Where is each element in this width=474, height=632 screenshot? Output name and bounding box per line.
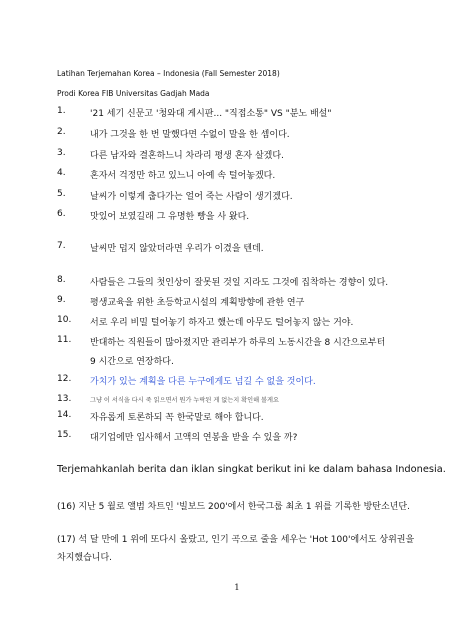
- page-number: 1: [234, 583, 240, 593]
- instruction-text: Terjemahkanlah berita dan iklan singkat berikut ini ke dalam bahasa Indonesia.: [57, 464, 446, 475]
- item-number: 9.: [57, 295, 66, 305]
- item-text: 서로 우리 비밀 털어놓기 하자고 했는데 아무도 털어놓지 않는 거야.: [90, 318, 354, 328]
- item-text: 평생교육을 위한 초등학교시설의 계획방향에 관한 연구: [90, 298, 305, 308]
- header-institution: Prodi Korea FIB Universitas Gadjah Mada: [57, 89, 210, 98]
- item-text: 혼자서 걱정만 하고 있느니 아예 속 털어놓겠다.: [90, 171, 276, 181]
- item-text: '21 세기 신문고 '청와대 게시판... "직접소통" VS "분노 배설": [90, 109, 332, 119]
- item-number: 13.: [57, 394, 72, 404]
- item-number: 2.: [57, 127, 66, 137]
- item-number: 6.: [57, 209, 66, 219]
- item-number: 15.: [57, 430, 72, 440]
- item-text: 다른 남자와 결혼하느니 차라리 평생 혼자 살겠다.: [90, 151, 284, 161]
- item-text-continuation: 9 시간으로 연장하다.: [90, 357, 174, 367]
- paragraph-17-line1: (17) 석 달 만에 1 위에 또다시 올랐고, 인기 곡으로 줄을 세우는 'Hot 100'에서도 상위권을: [57, 535, 415, 545]
- item-text: 대기업에만 입사해서 고액의 연봉을 받을 수 있을 까?: [90, 433, 298, 443]
- paragraph-17-line2: 차지했습니다.: [57, 553, 113, 563]
- item-text: 날씨가 이렇게 춥다가는 얼어 죽는 사람이 생기겠다.: [90, 192, 293, 202]
- item-text: 날씨만 덥지 않았더라면 우리가 이겼을 텐데.: [90, 244, 264, 254]
- item-text: 내가 그것을 한 번 말했다면 수없이 말을 한 셈이다.: [90, 130, 290, 140]
- item-number: 7.: [57, 241, 66, 251]
- item-number: 11.: [57, 335, 72, 345]
- item-number: 12.: [57, 374, 72, 384]
- paragraph-16: (16) 지난 5 월로 앨범 차트인 '빌보드 200'에서 한국그룹 최초 1 위를 기록한 방탄소년단.: [57, 502, 410, 512]
- item-text: 그냥 이 서식을 다시 죽 읽으면서 뭔가 누락된 게 없는지 확인해 볼게요: [90, 397, 279, 404]
- item-number: 8.: [57, 275, 66, 285]
- item-text: 자유롭게 토론하되 꼭 한국말로 해야 합니다.: [90, 413, 264, 423]
- item-number: 1.: [57, 106, 66, 116]
- item-number: 10.: [57, 315, 72, 325]
- item-number: 3.: [57, 148, 66, 158]
- item-text: 맛있어 보였길래 그 유명한 빵을 사 왔다.: [90, 212, 250, 222]
- header-title: Latihan Terjemahan Korea – Indonesia (Fall Semester 2018): [57, 69, 280, 78]
- item-text: 가치가 있는 계획을 다른 누구에게도 넘길 수 없을 것이다.: [90, 377, 316, 387]
- item-number: 5.: [57, 189, 66, 199]
- item-number: 14.: [57, 410, 72, 420]
- item-text: 사람들은 그들의 첫인상이 잘못된 것일 지라도 그것에 집착하는 경향이 있다.: [90, 278, 389, 288]
- item-text: 반대하는 직원들이 많아졌지만 관리부가 하루의 노동시간을 8 시간으로부터: [90, 338, 386, 348]
- item-number: 4.: [57, 168, 66, 178]
